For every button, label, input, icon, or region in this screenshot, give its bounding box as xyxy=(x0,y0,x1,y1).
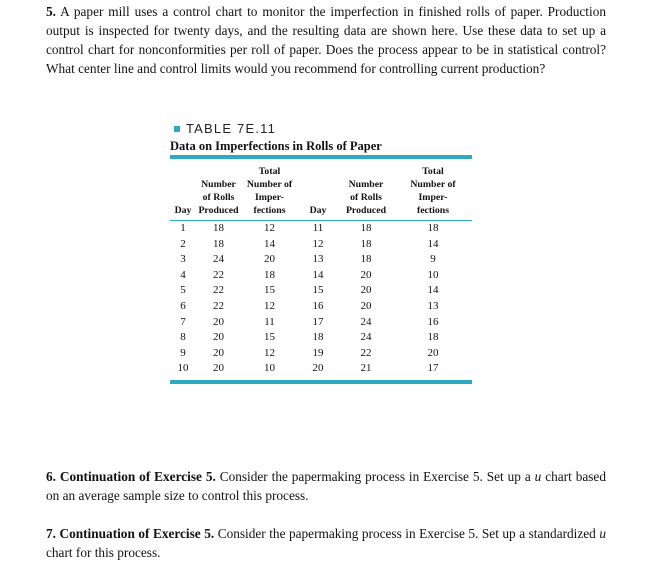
cell-day: 5 xyxy=(180,284,186,297)
cell-day2: 18 xyxy=(312,331,324,344)
exercise-6-title: 6. Continuation of Exercise 5. xyxy=(46,469,216,484)
cell-rolls: 20 xyxy=(213,315,224,328)
cell-imp: 12 xyxy=(264,299,275,312)
header-rolls: Number of Rolls Produced xyxy=(198,179,239,216)
table-body xyxy=(170,221,472,380)
cell-day2: 17 xyxy=(312,315,324,328)
cell-rolls2: 20 xyxy=(360,299,372,312)
square-bullet-icon xyxy=(174,126,180,132)
cell-rolls: 18 xyxy=(213,222,224,234)
cell-rolls2: 18 xyxy=(360,237,372,250)
cell-day: 3 xyxy=(180,253,186,266)
cell-imp: 11 xyxy=(264,315,275,328)
cell-imp2: 18 xyxy=(427,331,439,344)
exercise-5-number: 5. xyxy=(46,4,56,19)
cell-imp2: 18 xyxy=(427,222,439,234)
cell-day: 8 xyxy=(180,331,186,344)
cell-imp2: 14 xyxy=(427,237,439,250)
table-row xyxy=(170,268,472,284)
cell-rolls2: 24 xyxy=(360,315,372,328)
table-row xyxy=(170,346,472,362)
cell-day2: 14 xyxy=(312,268,324,281)
cell-imp: 20 xyxy=(264,253,275,266)
cell-imp2: 9 xyxy=(430,253,436,266)
table-caption: Data on Imperfections in Rolls of Paper xyxy=(170,139,382,153)
cell-rolls: 22 xyxy=(213,268,224,281)
cell-rolls2: 21 xyxy=(360,362,372,375)
header-imperfections: Total Number of Imper- fections xyxy=(246,166,293,216)
cell-day: 4 xyxy=(180,268,186,281)
cell-day2: 15 xyxy=(312,284,324,297)
cell-rolls: 22 xyxy=(213,299,224,312)
cell-day: 6 xyxy=(180,299,186,312)
cell-day2: 16 xyxy=(312,299,324,312)
cell-rolls2: 24 xyxy=(360,331,372,344)
table-row xyxy=(170,237,472,253)
exercise-6-text: 6. Continuation of Exercise 5. Consider the papermaking process in Exercise 5. Set up a u chart based on an average sample size to control this process. xyxy=(46,469,606,503)
table-bottom-rule xyxy=(170,380,472,384)
cell-imp: 15 xyxy=(264,331,275,344)
header-day-2: Day xyxy=(309,205,327,216)
table-header-row xyxy=(170,159,472,220)
cell-day2: 12 xyxy=(312,237,324,250)
cell-imp2: 20 xyxy=(427,346,439,359)
cell-imp: 12 xyxy=(264,346,275,359)
cell-imp: 15 xyxy=(264,284,275,297)
cell-imp: 14 xyxy=(264,237,275,250)
table-row xyxy=(170,330,472,346)
cell-day2: 11 xyxy=(312,222,324,234)
table-row xyxy=(170,252,472,268)
cell-rolls: 20 xyxy=(213,362,224,375)
u-symbol: u xyxy=(534,469,542,484)
cell-day2: 19 xyxy=(312,346,324,359)
cell-imp: 12 xyxy=(264,222,275,234)
table-label: TABLE 7E.11 xyxy=(170,120,472,137)
cell-rolls2: 20 xyxy=(360,268,372,281)
cell-day: 7 xyxy=(180,315,186,328)
cell-imp2: 10 xyxy=(427,268,439,281)
cell-imp2: 14 xyxy=(427,284,439,297)
cell-rolls: 20 xyxy=(213,331,224,344)
u-symbol: u xyxy=(599,526,606,541)
cell-rolls: 24 xyxy=(213,253,224,266)
header-imperfections-2: Total Number of Imper- fections xyxy=(410,166,456,216)
table-row xyxy=(170,221,472,237)
cell-imp2: 13 xyxy=(427,299,439,312)
table-row xyxy=(170,299,472,315)
table-row xyxy=(170,283,472,299)
cell-imp: 18 xyxy=(264,268,275,281)
cell-rolls2: 22 xyxy=(360,346,372,359)
cell-day: 10 xyxy=(177,362,189,375)
table-7e11 xyxy=(170,120,472,384)
imperfections-table xyxy=(170,159,472,380)
cell-day: 2 xyxy=(180,237,186,250)
cell-imp2: 17 xyxy=(427,362,439,375)
cell-day2: 13 xyxy=(312,253,324,266)
exercise-5-body: A paper mill uses a control chart to monitor the imperfection in finished rolls of paper. Production output is inspected for twenty days, and the resulting data are shown here. Use these data to set up a control chart for nonconformities per roll of paper. Does the process appear to be in statistical control? What center line and control limits would you recommend for controlling current production? xyxy=(46,4,606,76)
cell-rolls2: 20 xyxy=(360,284,372,297)
cell-rolls2: 18 xyxy=(360,253,372,266)
cell-day: 9 xyxy=(180,346,186,359)
cell-rolls: 22 xyxy=(213,284,224,297)
cell-day: 1 xyxy=(180,222,186,234)
exercise-5-text xyxy=(46,2,606,78)
exercise-7-text: 7. Continuation of Exercise 5. Consider the papermaking process in Exercise 5. Set up a standardized u chart for this process. xyxy=(46,526,606,560)
table-row xyxy=(170,315,472,331)
header-day: Day xyxy=(174,205,192,216)
cell-day2: 20 xyxy=(312,362,324,375)
exercise-7-title: 7. Continuation of Exercise 5. xyxy=(46,526,215,541)
cell-rolls: 18 xyxy=(213,237,224,250)
cell-imp: 10 xyxy=(264,362,275,375)
table-row xyxy=(170,361,472,380)
cell-rolls2: 18 xyxy=(360,222,372,234)
header-rolls-2: Number of Rolls Produced xyxy=(345,179,387,216)
cell-imp2: 16 xyxy=(427,315,439,328)
cell-rolls: 20 xyxy=(213,346,224,359)
